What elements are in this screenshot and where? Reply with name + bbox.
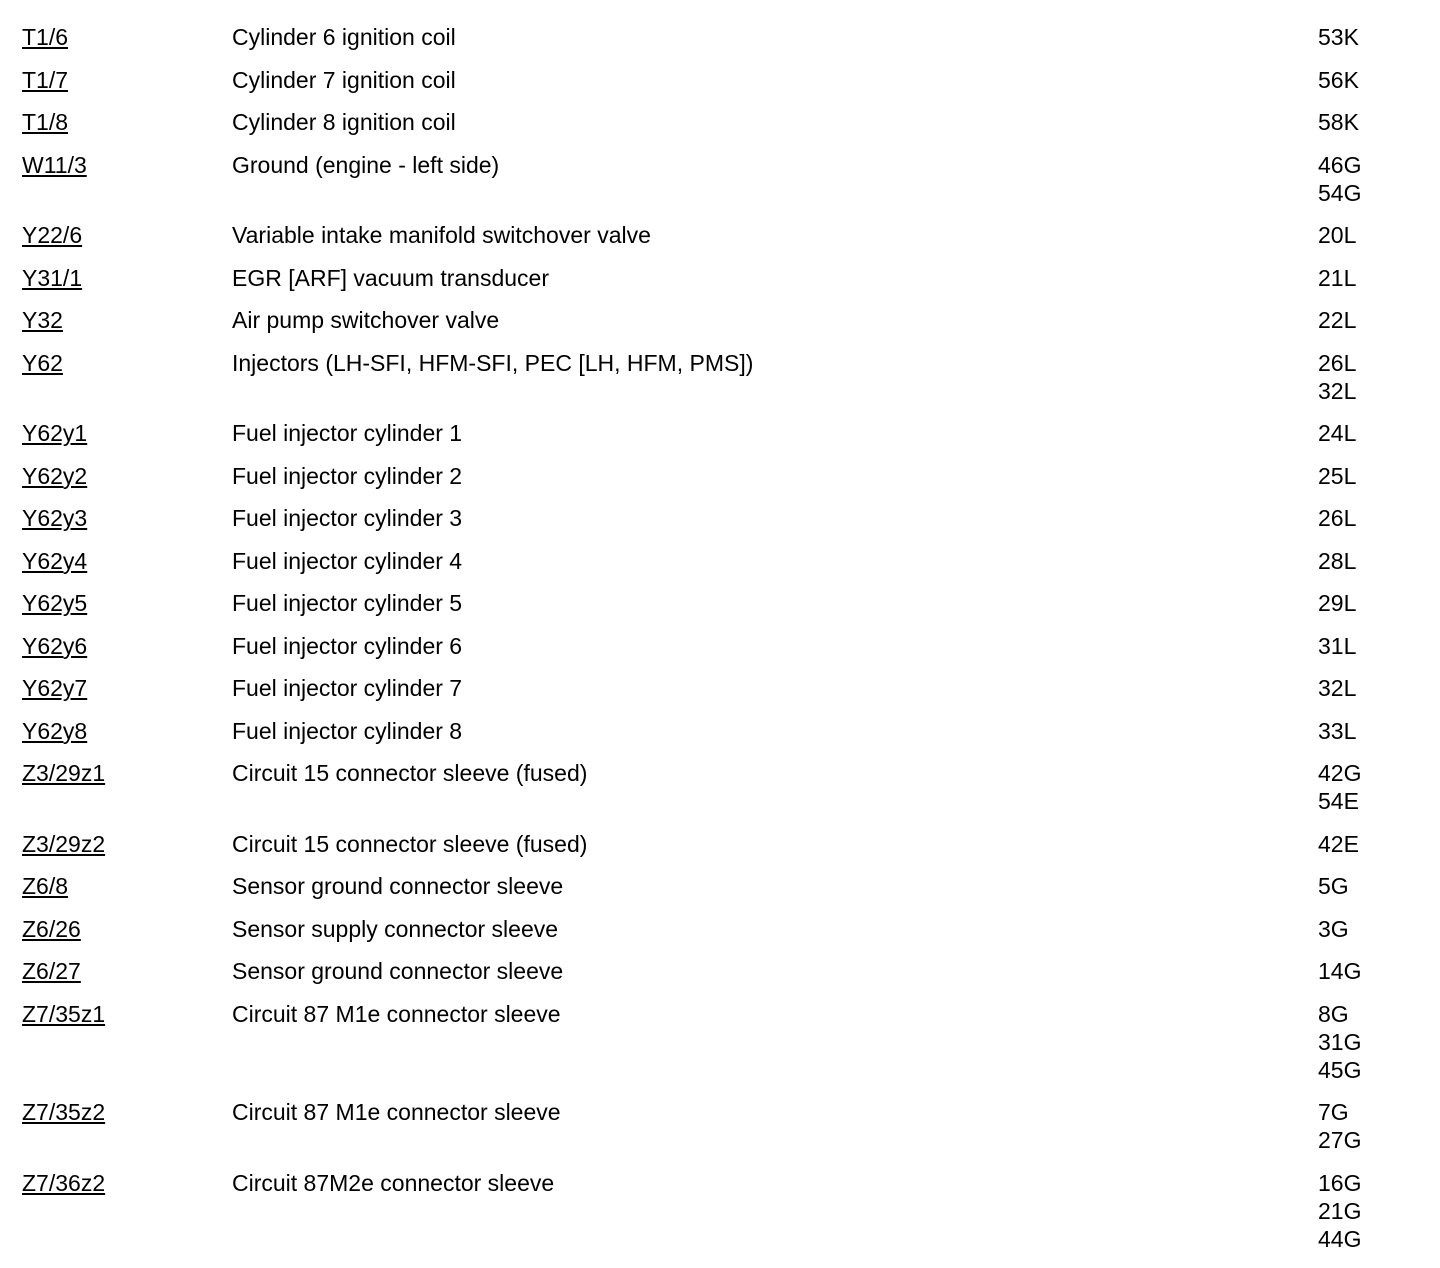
component-description: Injectors (LH-SFI, HFM-SFI, PEC [LH, HFM, PMS]) xyxy=(232,349,754,376)
table-row xyxy=(0,221,1440,249)
grid-location-list xyxy=(1318,264,1356,292)
table-row xyxy=(0,306,1440,334)
table-row xyxy=(0,830,1440,858)
component-code-link[interactable]: Y31/1 xyxy=(22,264,83,291)
grid-location: 5G xyxy=(1318,873,1349,899)
grid-location-list xyxy=(1318,66,1359,94)
table-row xyxy=(0,151,1440,207)
component-code-link[interactable]: Z6/8 xyxy=(22,873,69,899)
grid-location-list xyxy=(1318,419,1356,447)
grid-location-list xyxy=(1318,1098,1361,1154)
component-description: Ground (engine - left side) xyxy=(232,151,500,178)
component-description: Fuel injector cylinder 5 xyxy=(232,590,463,616)
component-description: Circuit 87 M1e connector sleeve xyxy=(232,1099,561,1125)
grid-location: 26L xyxy=(1318,505,1357,531)
table-row xyxy=(0,915,1440,943)
component-code-link[interactable]: Z3/29z2 xyxy=(22,830,106,857)
grid-location-list xyxy=(1318,547,1356,575)
table-row xyxy=(0,349,1440,405)
component-code-link[interactable]: Y62y2 xyxy=(22,462,88,489)
grid-location-list xyxy=(1318,151,1361,207)
grid-location: 31L xyxy=(1318,632,1357,659)
grid-location-list xyxy=(1318,108,1359,136)
table-row xyxy=(0,504,1440,532)
grid-location: 54E xyxy=(1318,788,1359,814)
grid-location: 32L xyxy=(1318,377,1357,404)
component-description: Circuit 87 M1e connector sleeve xyxy=(232,1000,561,1027)
component-description: Air pump switchover valve xyxy=(232,307,500,333)
component-description: Sensor ground connector sleeve xyxy=(232,958,564,984)
table-row xyxy=(0,462,1440,490)
table-row xyxy=(0,759,1440,815)
component-code-link[interactable]: Y32 xyxy=(22,307,63,333)
component-description: Circuit 15 connector sleeve (fused) xyxy=(232,830,588,857)
table-row xyxy=(0,1000,1440,1084)
component-code-link[interactable]: Z3/29z1 xyxy=(22,760,106,786)
grid-location-list xyxy=(1318,221,1356,249)
grid-location-list xyxy=(1318,1169,1361,1253)
grid-location: 54G xyxy=(1318,179,1362,206)
grid-location: 21G xyxy=(1318,1197,1362,1224)
component-code-link[interactable]: T1/8 xyxy=(22,109,69,135)
grid-location: 42E xyxy=(1318,830,1359,857)
grid-location: 20L xyxy=(1318,222,1357,248)
component-description: Variable intake manifold switchover valve xyxy=(232,222,651,248)
grid-location: 16G xyxy=(1318,1169,1362,1196)
grid-location: 27G xyxy=(1318,1127,1362,1153)
grid-location-list xyxy=(1318,830,1359,858)
grid-location-list xyxy=(1318,872,1349,900)
grid-location: 22L xyxy=(1318,307,1357,333)
component-code-link[interactable]: Y62 xyxy=(22,349,63,376)
component-code-link[interactable]: Z6/26 xyxy=(22,915,81,942)
component-description: Cylinder 8 ignition coil xyxy=(232,109,456,135)
component-code-link[interactable]: Y22/6 xyxy=(22,222,83,248)
component-code-link[interactable]: Y62y6 xyxy=(22,632,88,659)
grid-location: 8G xyxy=(1318,1000,1349,1027)
grid-location-list xyxy=(1318,717,1356,745)
component-description: Cylinder 6 ignition coil xyxy=(232,24,456,50)
grid-location: 26L xyxy=(1318,349,1357,376)
component-description: Fuel injector cylinder 3 xyxy=(232,505,463,531)
component-description: Fuel injector cylinder 2 xyxy=(232,462,463,489)
grid-location-list xyxy=(1318,349,1356,405)
component-code-link[interactable]: Y62y8 xyxy=(22,717,88,744)
table-row xyxy=(0,66,1440,94)
component-description: Sensor ground connector sleeve xyxy=(232,873,564,899)
grid-location: 42G xyxy=(1318,760,1362,786)
grid-location-list xyxy=(1318,632,1356,660)
grid-location-list xyxy=(1318,589,1356,617)
grid-location: 33L xyxy=(1318,717,1357,744)
grid-location-list xyxy=(1318,957,1361,985)
grid-location: 29L xyxy=(1318,590,1357,616)
component-code-link[interactable]: Y62y5 xyxy=(22,590,88,616)
table-row xyxy=(0,419,1440,447)
component-description: Sensor supply connector sleeve xyxy=(232,915,559,942)
table-row xyxy=(0,872,1440,900)
component-description: Cylinder 7 ignition coil xyxy=(232,66,456,93)
component-description: Circuit 87M2e connector sleeve xyxy=(232,1169,555,1196)
component-code-link[interactable]: Y62y7 xyxy=(22,675,88,701)
grid-location: 7G xyxy=(1318,1099,1349,1125)
component-code-link[interactable]: T1/7 xyxy=(22,66,69,93)
component-description: Circuit 15 connector sleeve (fused) xyxy=(232,760,588,786)
component-code-link[interactable]: Z6/27 xyxy=(22,958,81,984)
grid-location: 44G xyxy=(1318,1225,1362,1252)
component-code-link[interactable]: Z7/36z2 xyxy=(22,1169,106,1196)
grid-location-list xyxy=(1318,306,1356,334)
grid-location: 21L xyxy=(1318,264,1357,291)
component-description: Fuel injector cylinder 1 xyxy=(232,420,463,446)
component-description: Fuel injector cylinder 4 xyxy=(232,547,463,574)
table-row xyxy=(0,717,1440,745)
table-row xyxy=(0,589,1440,617)
table-row xyxy=(0,547,1440,575)
component-description: Fuel injector cylinder 7 xyxy=(232,675,463,701)
grid-location-list xyxy=(1318,23,1359,51)
grid-location: 45G xyxy=(1318,1056,1362,1083)
component-description: Fuel injector cylinder 6 xyxy=(232,632,463,659)
component-code-link[interactable]: W11/3 xyxy=(22,151,87,178)
component-code-link[interactable]: T1/6 xyxy=(22,24,69,50)
grid-location-list xyxy=(1318,674,1356,702)
component-code-link[interactable]: Y62y1 xyxy=(22,420,88,446)
grid-location-list xyxy=(1318,462,1356,490)
table-row xyxy=(0,957,1440,985)
grid-location: 46G xyxy=(1318,151,1362,178)
component-description: EGR [ARF] vacuum transducer xyxy=(232,264,549,291)
grid-location: 31G xyxy=(1318,1028,1362,1055)
grid-location: 3G xyxy=(1318,915,1349,942)
grid-location: 56K xyxy=(1318,66,1359,93)
grid-location: 24L xyxy=(1318,420,1357,446)
component-code-link[interactable]: Z7/35z1 xyxy=(22,1000,106,1027)
grid-location: 53K xyxy=(1318,24,1359,50)
grid-location: 14G xyxy=(1318,958,1362,984)
grid-location: 25L xyxy=(1318,462,1357,489)
grid-location: 32L xyxy=(1318,675,1357,701)
table-row xyxy=(0,264,1440,292)
grid-location-list xyxy=(1318,915,1349,943)
component-code-link[interactable]: Y62y3 xyxy=(22,505,88,531)
grid-location-list xyxy=(1318,504,1356,532)
grid-location: 28L xyxy=(1318,547,1357,574)
grid-location: 58K xyxy=(1318,109,1359,135)
table-row xyxy=(0,23,1440,51)
component-code-link[interactable]: Y62y4 xyxy=(22,547,88,574)
table-row xyxy=(0,1169,1440,1253)
table-row xyxy=(0,674,1440,702)
component-description: Fuel injector cylinder 8 xyxy=(232,717,463,744)
grid-location-list xyxy=(1318,759,1361,815)
table-row xyxy=(0,1098,1440,1154)
table-row xyxy=(0,108,1440,136)
component-code-link[interactable]: Z7/35z2 xyxy=(22,1099,106,1125)
grid-location-list xyxy=(1318,1000,1361,1084)
table-row xyxy=(0,632,1440,660)
